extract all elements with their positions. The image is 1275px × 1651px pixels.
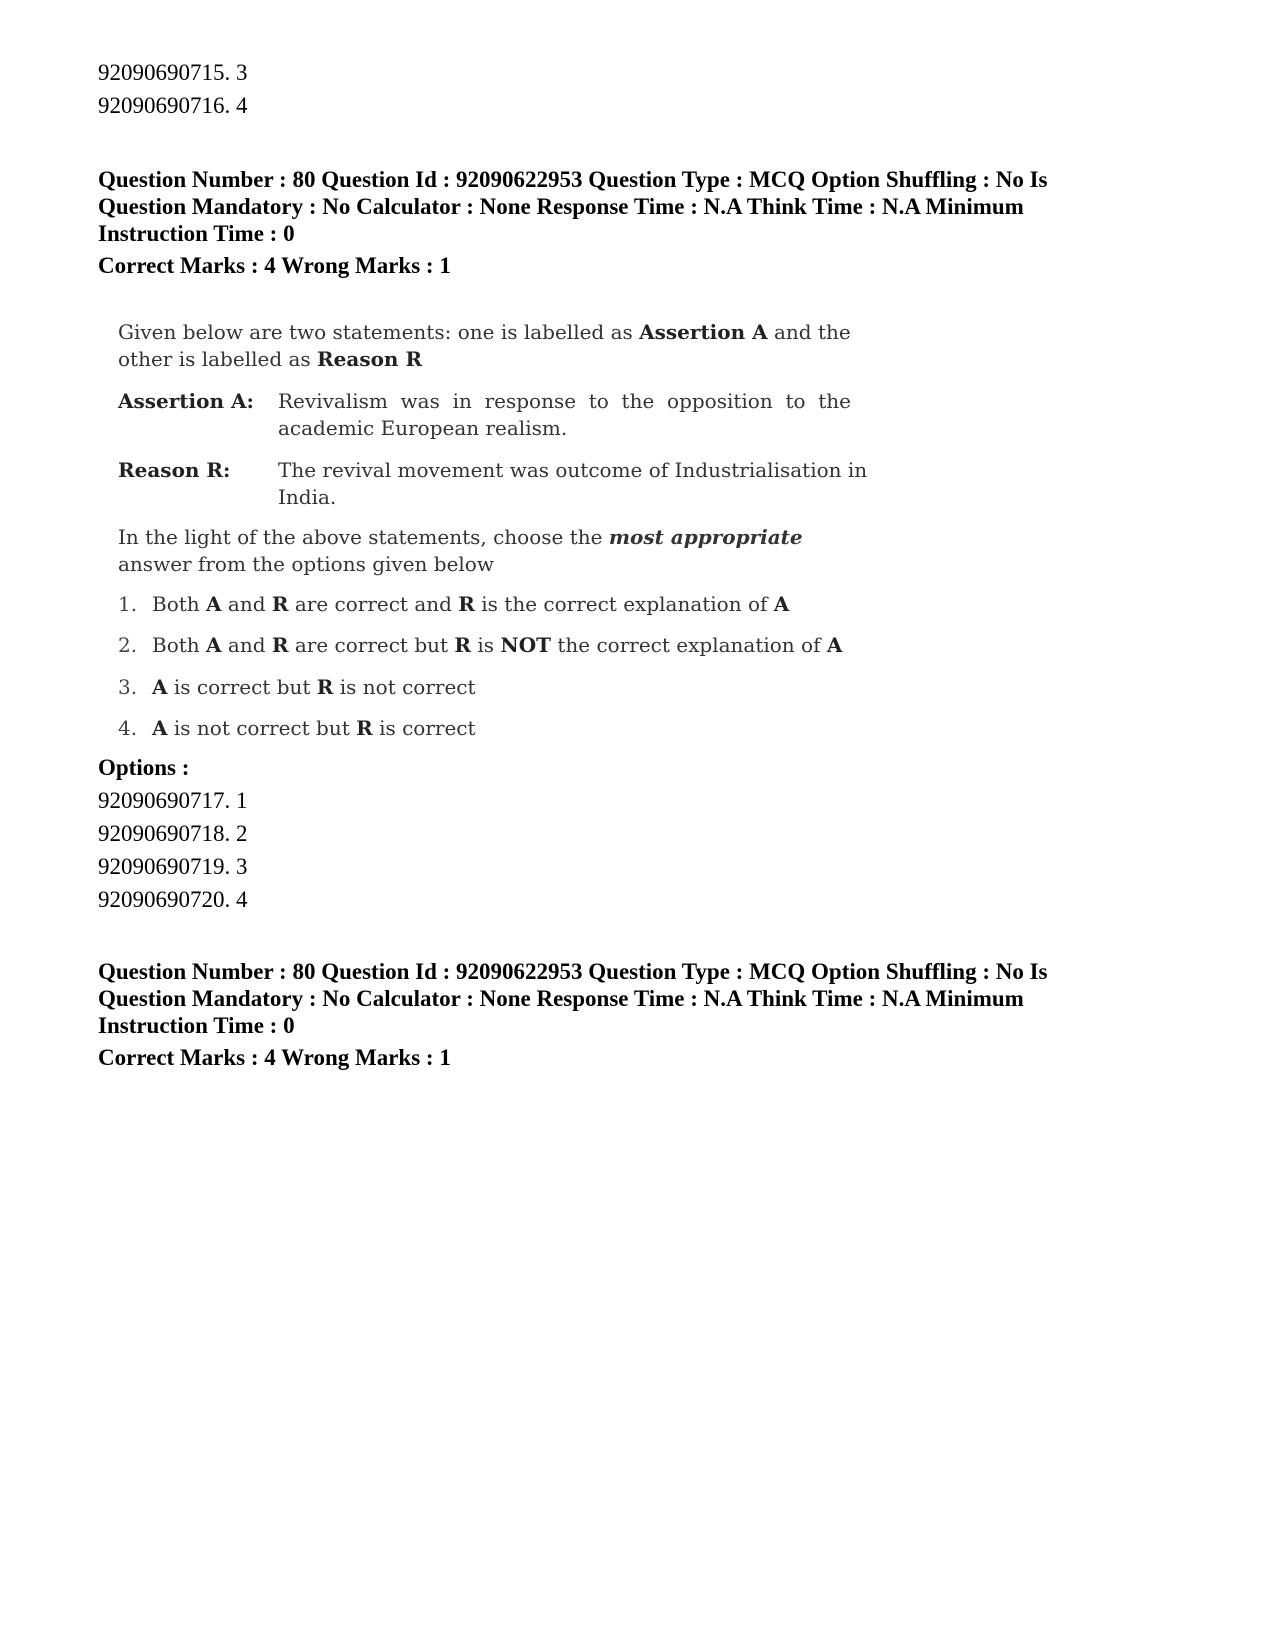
question-header-line2: Question Mandatory : No Calculator : None Response Time : N.A Think Time : N.A Minimum [98, 194, 1024, 219]
choice-text: are correct and [288, 592, 459, 616]
choice-number: 2. [118, 633, 138, 657]
option-4: 92090690720. 4 [98, 887, 248, 912]
choice-text: is correct [372, 716, 476, 740]
statement-choice [118, 631, 842, 659]
choice-number: 4. [118, 716, 138, 740]
choice-emphasis: R [454, 633, 472, 657]
choice-emphasis: R [271, 633, 289, 657]
choice-text: are correct but [288, 633, 455, 657]
choice-text: is correct but [167, 675, 317, 699]
choice-text: Both [152, 633, 207, 657]
question-header-line3: Instruction Time : 0 [98, 221, 295, 246]
question2-header-line3: Instruction Time : 0 [98, 1013, 295, 1038]
choice-emphasis: A [152, 675, 168, 699]
statement-choice [118, 714, 476, 742]
choice-emphasis: A [206, 592, 222, 616]
statement-choice [118, 673, 476, 701]
choice-text: the correct explanation of [551, 633, 827, 657]
question2-header-line2: Question Mandatory : No Calculator : None Response Time : N.A Think Time : N.A Minimum [98, 986, 1024, 1011]
choice-text: and [221, 633, 272, 657]
choice-emphasis: R [316, 675, 334, 699]
question-body [118, 318, 908, 776]
choice-text: and [221, 592, 272, 616]
assertion-label: Assertion A: [118, 389, 254, 413]
choice-number: 1. [118, 592, 138, 616]
reason-text-line1: The revival movement was outcome of Industrialisation in [278, 458, 868, 482]
choice-text: Both [152, 592, 207, 616]
choice-emphasis: R [458, 592, 475, 616]
choice-emphasis: A [206, 633, 222, 657]
intro-line-2: other is labelled as Reason R [118, 347, 423, 371]
options-label: Options : [98, 755, 190, 780]
choice-number: 3. [118, 675, 138, 699]
statement-choice [118, 590, 789, 618]
intro-line-1: Given below are two statements: one is labelled as Assertion A and the [118, 320, 851, 344]
assertion-text-line2: academic European realism. [278, 416, 568, 440]
choice-emphasis: NOT [500, 633, 552, 657]
choice-emphasis: A [773, 592, 790, 616]
reason-label: Reason R: [118, 458, 231, 482]
instruction-line-1: In the light of the above statements, choose the most appropriate [118, 525, 803, 549]
option-3: 92090690719. 3 [98, 854, 248, 879]
choice-text: is [471, 633, 501, 657]
option-1: 92090690717. 1 [98, 788, 248, 813]
choice-emphasis: R [271, 592, 289, 616]
instruction-line-2: answer from the options given below [118, 552, 494, 576]
question2-marks: Correct Marks : 4 Wrong Marks : 1 [98, 1045, 451, 1070]
assertion-text-line1: Revivalism was in response to the opposition to the [278, 389, 851, 413]
choice-emphasis: A [152, 716, 168, 740]
prev-option-3: 92090690715. 3 [98, 60, 248, 85]
prev-option-4: 92090690716. 4 [98, 93, 248, 118]
choice-emphasis: R [356, 716, 373, 740]
question-marks: Correct Marks : 4 Wrong Marks : 1 [98, 253, 451, 278]
choice-text: is not correct [333, 675, 476, 699]
question2-header-line1: Question Number : 80 Question Id : 92090622953 Question Type : MCQ Option Shuffling : No Is [98, 959, 1048, 984]
choice-text: is not correct but [167, 716, 357, 740]
choice-emphasis: A [826, 633, 843, 657]
choice-text: is the correct explanation of [474, 592, 774, 616]
option-2: 92090690718. 2 [98, 821, 248, 846]
reason-text-line2: India. [278, 485, 337, 509]
question-header-line1: Question Number : 80 Question Id : 92090622953 Question Type : MCQ Option Shuffling : No Is [98, 167, 1048, 192]
